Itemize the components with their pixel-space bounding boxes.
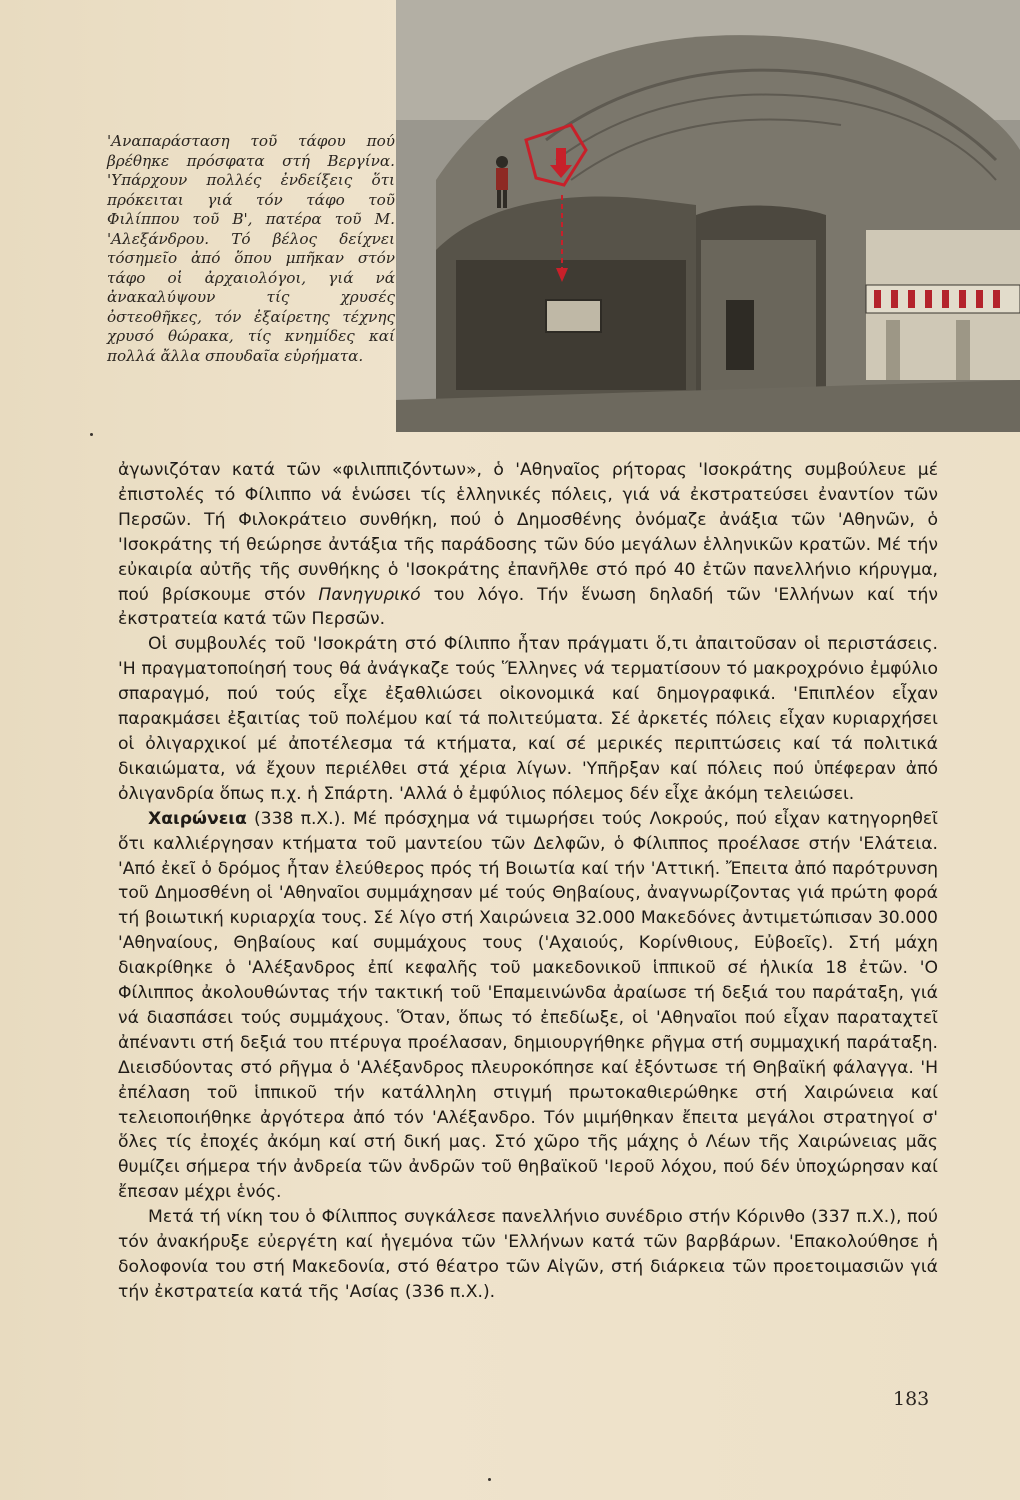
main-text [118,458,938,1305]
paragraph-1 [118,458,938,632]
paragraph-1-text: ἀγωνιζόταν κατά τῶν «φιλιππιζόντων», ὁ 'Αθηναῖος ρήτορας 'Ισοκράτης συμβούλευε μέ ἐπιστολές τό Φίλιππο νά ἑνώσει τίς ἑλληνικές πόλεις, γιά νά ἐκστρατεύσει ἐναντίον τῶν Περσῶν. Τή Φιλοκράτειο συνθήκη, πού ὁ Δημοσθένης ὀνόμαζε ἀνάξια τῶν 'Αθηνῶν, ὁ 'Ισοκράτης τή θεώρησε ἀντάξια τῆς παράδοσης τῶν δύο μεγάλων ἑλληνικῶν κρατῶν. Μέ τήν εὐκαιρία αὐτῆς τῆς συνθήκης ὁ 'Ισοκράτης ἐπανῆλθε στό πρό 40 ἐτῶν πανελλήνιο κήρυγμα, πού βρίσκουμε στόν [118,460,938,605]
tomb-drawing [396,0,1020,432]
panegyricus-title: Πανηγυρικό [318,584,421,605]
paragraph-2: Οἱ συμβουλές τοῦ 'Ισοκράτη στό Φίλιππο ἦταν πράγματι ὅ,τι ἀπαιτοῦσαν οἱ περιστάσεις. 'Η πραγματοποίησή τους θά ἀνάγκαζε τούς Ἕλληνες νά τερματίσουν τό μακροχρόνιο ἐμφύλιο σπαραγμό, πού τούς εἶχε ἐξαθλιώσει οἰκονομικά καί δημογραφικά. 'Επιπλέον εἶχαν παρακμάσει ἐξαιτίας τοῦ πολέμου καί τά πολιτεύματα. Σέ ἀρκετές πόλεις εἶχαν κυριαρχήσει οἱ ὀλιγαρχικοί μέ ἀποτέλεσμα τά κτήματα, καί σέ μερικές περιπτώσεις καί τά πολιτικά δικαιώματα, νά ἔχουν περιέλθει στά χέρια λίγων. 'Υπῆρξαν καί πόλεις πού ὑπέφεραν ἀπό ὀλιγανδρία ὅπως π.χ. ἡ Σπάρτη. 'Αλλά ὁ ἐμφύλιος πόλεμος δέν εἶχε ἀκόμη τελειώσει. [118,634,938,804]
section-heading-chaeronea: Χαιρώνεια [148,808,247,829]
figure-caption: 'Αναπαράσταση τοῦ τάφου πού βρέθηκε πρόσφατα στή Βεργίνα. 'Υπάρχουν πολλές ἐνδείξεις ὅτι πρόκειται γιά τόν τάφο τοῦ Φιλίππου τοῦ Β', πατέρα τοῦ Μ. 'Αλεξάνδρου. Τό βέλος δείχνει τόσημεῖο ἀπό ὅπου μπῆκαν στόν τάφο οἱ ἀρχαιολόγοι, γιά νά ἀνακαλύψουν τίς χρυσές ὀστεοθῆκες, τόν ἐξαίρετης τέχνης χρυσό θώρακα, τίς κνημίδες καί πολλά ἄλλα σπουδαῖα εὑρήματα. [107,132,395,365]
paragraph-4: Μετά τή νίκη του ὁ Φίλιππος συγκάλεσε πανελλήνιο συνέδριο στήν Κόρινθο (337 π.Χ.), πού τόν ἀνακήρυξε εὐεργέτη καί ἡγεμόνα τῶν 'Ελλήνων κατά τῶν βαρβάρων. 'Επακολούθησε ἡ δολοφονία του στή Μακεδονία, στό θέατρο τῶν Αἰγῶν, στή διάρκεια τῶν προετοιμασιῶν γιά τήν ἐκστρατεία κατά τῆς 'Ασίας (336 π.Χ.). [118,1207,938,1302]
speck [90,433,93,436]
page-number: 183 [893,1388,930,1410]
paragraph-3-text: (338 π.Χ.). Μέ πρόσχημα νά τιμωρήσει τούς Λοκρούς, πού εἶχαν κατηγορηθεῖ ὅτι καλλιέργησαν κτήματα τοῦ μαντείου τῶν Δελφῶν, ὁ Φίλιππος προέλασε στήν 'Ελάτεια. 'Από ἐκεῖ ὁ δρόμος ἦταν ἐλεύθερος πρός τή Βοιωτία καί τήν 'Αττική. Ἔπειτα ἀπό παρότρυνση τοῦ Δημοσθένη οἱ 'Αθηναῖοι συμμάχησαν μέ τούς Θηβαίους, ἀναγνωρίζοντας γιά πρώτη φορά τή βοιωτική κυριαρχία τους. Σέ λίγο στή Χαιρώνεια 32.000 Μακεδόνες ἀντιμετώπισαν 30.000 'Αθηναίους, Θηβαίους καί συμμάχους τους ('Αχαιούς, Κορίνθιους, Εὐβοεῖς). Στή μάχη διακρίθηκε ὁ 'Αλέξανδρος ἐπί κεφαλῆς τοῦ μακεδονικοῦ ἱππικοῦ σέ ἡλικία 18 ἐτῶν. 'Ο Φίλιππος ἀκολουθώντας τήν τακτική τοῦ 'Επαμεινώνδα ἀραίωσε τή δεξιά του παράταξη, γιά νά διασπάσει τούς συμμάχους. Ὅταν, ὅπως τό ἐπεδίωξε, οἱ 'Αθηναῖοι πού εἶχαν παραταχτεῖ ἀπέναντι στή δεξιά του πτέρυγα προέλασαν, δημιουργήθηκε ρῆγμα στή συμμαχική παράταξη. Διεισδύοντας στό ρῆγμα ὁ 'Αλέξανδρος πλευροκόπησε καί ἐξόντωσε τή Θηβαϊκή φάλαγγα. 'Η ἐπέλαση τοῦ ἱππικοῦ τήν κατάλληλη στιγμή πρωτοκαθιερώθηκε στή Χαιρώνεια καί τελειοποιήθηκε ἀργότερα ἀπό τόν 'Αλέξανδρο. Τόν μιμήθηκαν ἔπειτα μεγάλοι στρατηγοί σ' ὅλες τίς ἐποχές ἀκόμη καί στή δική μας. Στό χῶρο τῆς μάχης ὁ Λέων τῆς Χαιρώνειας μᾶς θυμίζει σήμερα τήν ἀνδρεία τῶν ἀνδρῶν τοῦ θηβαϊκοῦ 'Ιεροῦ λόχου, πού δέν ὑποχώρησαν καί ἔπεσαν μέχρι ἑνός. [118,808,938,1203]
speck [488,1478,491,1481]
tomb-illustration [396,0,1020,432]
paragraph-3 [118,807,938,1206]
paragraph-1-end: του λόγο. Τήν ἕνωση δηλαδή τῶν 'Ελλήνων καί τήν ἐκστρατεία κατά τῶν Περσῶν. [118,584,939,630]
